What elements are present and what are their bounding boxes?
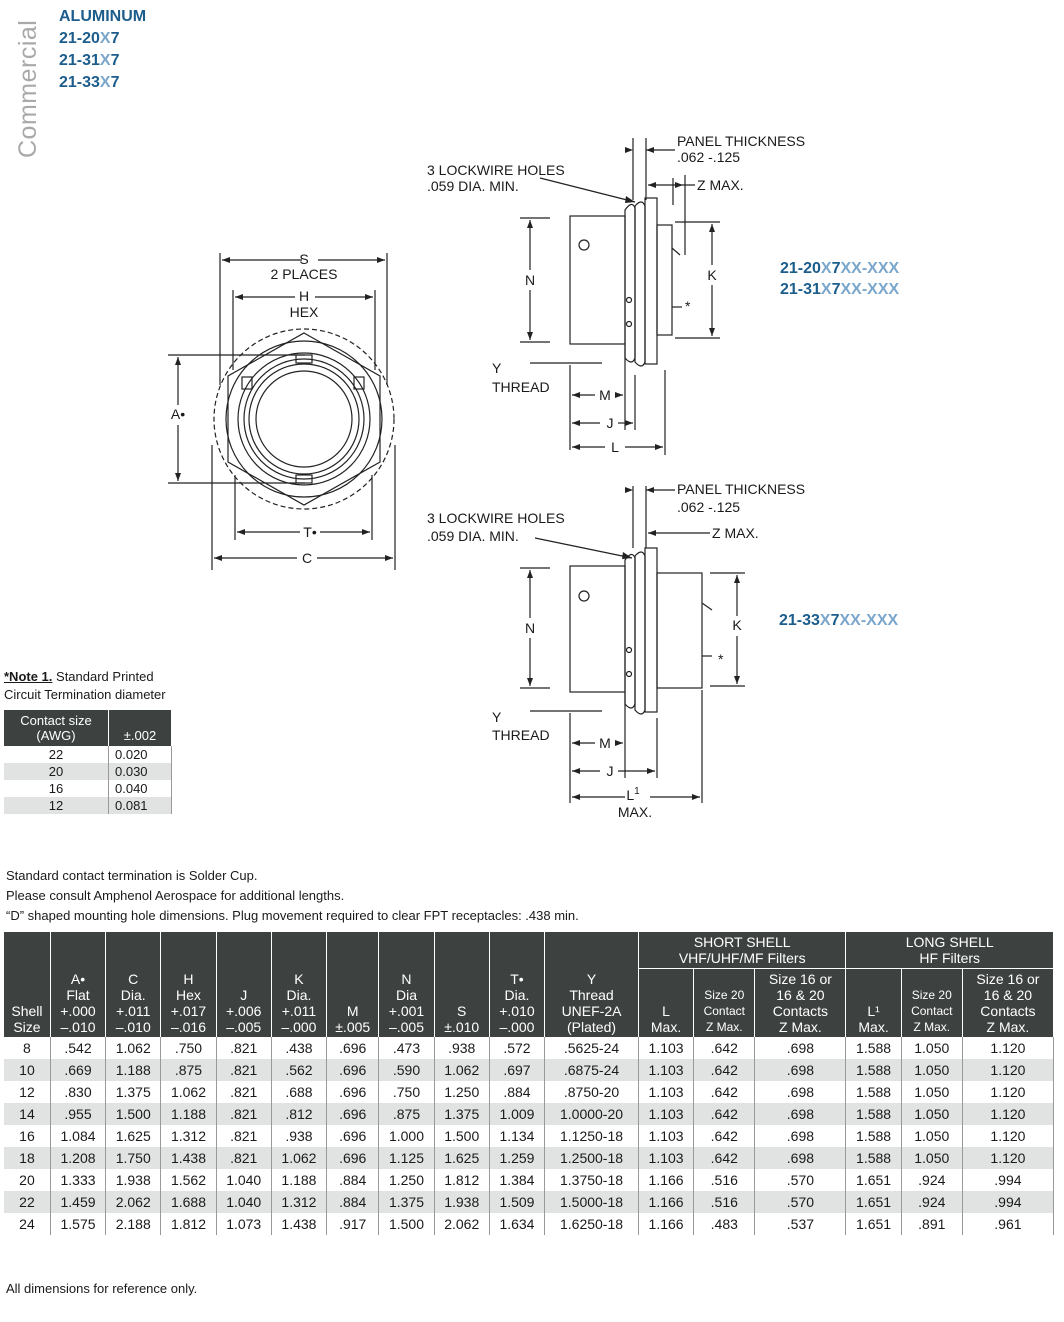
table-cell: .642 [694, 1103, 755, 1125]
column-header: Size 20 Contact Z Max. [901, 969, 962, 1038]
table-row [4, 1125, 1054, 1147]
table-cell: 1.588 [846, 1103, 901, 1125]
table-cell: .698 [755, 1081, 846, 1103]
table-cell: 1.500 [434, 1125, 489, 1147]
column-header: Size 16 or 16 & 20 Contacts Z Max. [962, 969, 1053, 1038]
table-cell: 1.120 [962, 1125, 1053, 1147]
label-l: L [611, 439, 619, 455]
table-cell: 16 [4, 1125, 50, 1147]
table-cell: 20 [4, 1169, 50, 1191]
lockwire-label: 3 LOCKWIRE HOLES [427, 162, 565, 178]
label-k: K [707, 267, 717, 283]
table-cell: 1.509 [489, 1191, 544, 1213]
table-cell: 10 [4, 1059, 50, 1081]
table-cell: 1.073 [216, 1213, 271, 1235]
column-header: N Dia +.001 –.005 [379, 932, 434, 1037]
table-cell: 1.634 [489, 1213, 544, 1235]
note-text: Please consult Amphenol Aerospace for additional lengths. [6, 888, 345, 903]
table-cell: 18 [4, 1147, 50, 1169]
table-cell: 1.5000-18 [545, 1191, 639, 1213]
table-cell: 1.651 [846, 1191, 901, 1213]
table-cell: 1.0000-20 [545, 1103, 639, 1125]
table-cell: .590 [379, 1059, 434, 1081]
table-row: 22 0.020 [4, 746, 172, 763]
table-cell: 1.120 [962, 1103, 1053, 1125]
table-cell: 1.375 [434, 1103, 489, 1125]
table-cell: .642 [694, 1081, 755, 1103]
table-cell: 1.588 [846, 1125, 901, 1147]
star-label: * [685, 298, 691, 314]
label-c: C [301, 550, 313, 566]
table-cell: .891 [901, 1213, 962, 1235]
table-cell: .812 [271, 1103, 326, 1125]
table-cell: .821 [216, 1103, 271, 1125]
table-cell: .884 [489, 1081, 544, 1103]
table-cell: .5625-24 [545, 1037, 639, 1059]
part-number: 21-33X7XX-XXX [779, 612, 899, 629]
table-cell: .642 [694, 1125, 755, 1147]
table-cell: 1.062 [434, 1059, 489, 1081]
table-cell: 1.000 [379, 1125, 434, 1147]
table-cell: .642 [694, 1059, 755, 1081]
front-view-drawing [160, 245, 410, 580]
table-cell: .696 [327, 1125, 379, 1147]
label-t: T• [303, 524, 317, 540]
table-cell: 1.208 [50, 1147, 105, 1169]
table-cell: .917 [327, 1213, 379, 1235]
table-cell: 1.588 [846, 1059, 901, 1081]
table-cell: 1.050 [901, 1037, 962, 1059]
table-cell: 1.6250-18 [545, 1213, 639, 1235]
table-cell: 1.120 [962, 1147, 1053, 1169]
table-cell: .516 [694, 1191, 755, 1213]
table-cell: 12 [4, 1081, 50, 1103]
table-cell: 1.250 [379, 1169, 434, 1191]
table-cell: 14 [4, 1103, 50, 1125]
table-cell: 1.103 [638, 1125, 693, 1147]
table-cell: .688 [271, 1081, 326, 1103]
label-y: Y [492, 360, 502, 376]
table-cell: 1.103 [638, 1081, 693, 1103]
table-cell: .924 [901, 1191, 962, 1213]
table-row: 16 0.040 [4, 780, 172, 797]
table-cell: 1.938 [106, 1169, 161, 1191]
label-a: A• [170, 406, 186, 422]
table-cell: 1.500 [379, 1213, 434, 1235]
note-title: *Note 1. [4, 669, 53, 684]
column-header: Shell Size [4, 932, 50, 1037]
table-cell: 1.103 [638, 1037, 693, 1059]
table-cell: 1.588 [846, 1037, 901, 1059]
column-header: C Dia. +.011 –.010 [106, 932, 161, 1037]
column-header: Size 20 Contact Z Max. [694, 969, 755, 1038]
label-h: H [298, 288, 310, 304]
table-cell: 1.438 [271, 1213, 326, 1235]
table-row [4, 1169, 1054, 1191]
table-cell: .884 [327, 1169, 379, 1191]
table-cell: 2.062 [106, 1191, 161, 1213]
table-cell: .938 [271, 1125, 326, 1147]
label-n: N [524, 620, 536, 636]
note-line2: Circuit Termination diameter [4, 687, 166, 702]
table-cell: .473 [379, 1037, 434, 1059]
part-number: 21-31X7XX-XXX [780, 281, 900, 298]
z-max-label: Z MAX. [712, 525, 759, 541]
table-cell: 1.125 [379, 1147, 434, 1169]
table-cell: 1.333 [50, 1169, 105, 1191]
lockwire-label: 3 LOCKWIRE HOLES [427, 510, 565, 526]
column-header: S ±.010 [434, 932, 489, 1037]
table-cell: .438 [271, 1037, 326, 1059]
table-cell: .821 [216, 1147, 271, 1169]
table-cell: 1.259 [489, 1147, 544, 1169]
table-cell: 1.812 [161, 1213, 216, 1235]
z-max-label: Z MAX. [697, 177, 744, 193]
table-cell: .562 [271, 1059, 326, 1081]
table-cell: .6875-24 [545, 1059, 639, 1081]
part-number-group-short [780, 258, 899, 300]
table-cell: 1.651 [846, 1169, 901, 1191]
table-cell: 24 [4, 1213, 50, 1235]
column-header: Size 16 or 16 & 20 Contacts Z Max. [755, 969, 846, 1038]
table-cell: .938 [434, 1037, 489, 1059]
table-row: 12 0.081 [4, 797, 172, 814]
table-cell: .955 [50, 1103, 105, 1125]
panel-thickness-label: PANEL THICKNESS [677, 133, 806, 149]
note-text: “D” shaped mounting hole dimensions. Plug movement required to clear FPT receptacles: .438 min. [6, 908, 579, 923]
contact-size-table [4, 710, 172, 814]
table-cell: 1.384 [489, 1169, 544, 1191]
table-cell: .8750-20 [545, 1081, 639, 1103]
table-cell: 1.562 [161, 1169, 216, 1191]
label-2-places: 2 PLACES [270, 266, 338, 282]
table-cell: 1.120 [962, 1037, 1053, 1059]
table-cell: .994 [962, 1169, 1053, 1191]
table-cell: 1.103 [638, 1059, 693, 1081]
table-cell: .642 [694, 1147, 755, 1169]
table-cell: 1.084 [50, 1125, 105, 1147]
column-header: H Hex +.017 –.016 [161, 932, 216, 1037]
table-cell: .696 [327, 1081, 379, 1103]
table-cell: .542 [50, 1037, 105, 1059]
table-cell: 1.050 [901, 1081, 962, 1103]
part-number: 21-20X7XX-XXX [780, 260, 900, 277]
table-cell: 1.588 [846, 1147, 901, 1169]
table-cell: .821 [216, 1125, 271, 1147]
table-cell: 1.459 [50, 1191, 105, 1213]
table-cell: .750 [379, 1081, 434, 1103]
label-l1: $L^1$ [626, 786, 640, 803]
table-row [4, 1147, 1054, 1169]
column-header: Y Thread UNEF-2A (Plated) [545, 932, 639, 1037]
column-header: J +.006 –.005 [216, 932, 271, 1037]
table-cell: 1.062 [271, 1147, 326, 1169]
table-cell: .698 [755, 1059, 846, 1081]
table-cell: .821 [216, 1059, 271, 1081]
panel-thickness-range: .062 -.125 [677, 499, 741, 515]
table-row [4, 1037, 1054, 1059]
table-cell: 1.588 [846, 1081, 901, 1103]
column-header: L¹ Max. [846, 969, 901, 1038]
star-label: * [718, 651, 724, 667]
label-n: N [524, 272, 536, 288]
table-cell: 1.3750-18 [545, 1169, 639, 1191]
label-m: M [599, 735, 611, 751]
table-row [4, 1213, 1054, 1235]
table-cell: .821 [216, 1081, 271, 1103]
table-cell: 1.812 [434, 1169, 489, 1191]
table-cell: 1.688 [161, 1191, 216, 1213]
table-cell: 1.2500-18 [545, 1147, 639, 1169]
column-header: T• Dia. +.010 –.000 [489, 932, 544, 1037]
table-cell: 2.188 [106, 1213, 161, 1235]
side-view-long-shell [420, 478, 840, 828]
table-cell: 1.103 [638, 1147, 693, 1169]
table-cell: 1.651 [846, 1213, 901, 1235]
label-k: K [732, 617, 742, 633]
table-cell: .994 [962, 1191, 1053, 1213]
table-cell: 22 [4, 1191, 50, 1213]
table-cell: .483 [694, 1213, 755, 1235]
table-cell: 1.375 [106, 1081, 161, 1103]
label-thread: THREAD [492, 379, 550, 395]
table-cell: .696 [327, 1059, 379, 1081]
table-cell: 1.103 [638, 1103, 693, 1125]
table-cell: .572 [489, 1037, 544, 1059]
table-cell: .570 [755, 1169, 846, 1191]
table-row [4, 1103, 1054, 1125]
table-cell: .516 [694, 1169, 755, 1191]
series-line: 21-31X7 [59, 52, 120, 69]
table-cell: .696 [327, 1037, 379, 1059]
table-cell: 1.625 [434, 1147, 489, 1169]
table-cell: 1.312 [271, 1191, 326, 1213]
table-cell: 1.050 [901, 1103, 962, 1125]
dimensions-table [4, 932, 1054, 1235]
table-cell: 1.040 [216, 1169, 271, 1191]
note-text: Standard contact termination is Solder Cup. [6, 868, 258, 883]
table-cell: .821 [216, 1037, 271, 1059]
label-j: J [606, 415, 614, 431]
panel-thickness-label: PANEL THICKNESS [677, 481, 806, 497]
table-cell: 1.050 [901, 1147, 962, 1169]
table-cell: 1.188 [106, 1059, 161, 1081]
table-cell: 1.438 [161, 1147, 216, 1169]
table-cell: 1.134 [489, 1125, 544, 1147]
table-cell: .698 [755, 1125, 846, 1147]
table-cell: 1.050 [901, 1125, 962, 1147]
table-cell: 1.166 [638, 1191, 693, 1213]
label-y: Y [492, 709, 502, 725]
table-cell: 1.166 [638, 1169, 693, 1191]
table-cell: 1.188 [271, 1169, 326, 1191]
table-cell: .961 [962, 1213, 1053, 1235]
table-cell: 1.040 [216, 1191, 271, 1213]
table-cell: 1.188 [161, 1103, 216, 1125]
table-cell: .698 [755, 1037, 846, 1059]
table-cell: .696 [327, 1147, 379, 1169]
table-cell: 1.250 [434, 1081, 489, 1103]
label-s: S [299, 251, 309, 267]
table-cell: .875 [379, 1103, 434, 1125]
lockwire-dia-label: .059 DIA. MIN. [427, 178, 519, 194]
label-m: M [599, 387, 611, 403]
table-cell: .884 [327, 1191, 379, 1213]
col-header: Contact size (AWG) [4, 710, 109, 746]
column-header: A• Flat +.000 –.010 [50, 932, 105, 1037]
table-cell: .697 [489, 1059, 544, 1081]
table-cell: .537 [755, 1213, 846, 1235]
sidebar-category-label: Commercial [14, 19, 42, 158]
label-j: J [606, 763, 614, 779]
table-cell: .642 [694, 1037, 755, 1059]
column-header: M ±.005 [327, 932, 379, 1037]
table-cell: 1.120 [962, 1059, 1053, 1081]
column-header: K Dia. +.011 –.000 [271, 932, 326, 1037]
table-cell: .924 [901, 1169, 962, 1191]
table-cell: 1.625 [106, 1125, 161, 1147]
series-line: 21-20X7 [59, 30, 120, 47]
table-cell: .875 [161, 1059, 216, 1081]
label-max: MAX. [617, 804, 653, 820]
table-row [4, 1191, 1054, 1213]
standard-notes [6, 866, 579, 926]
table-cell: 1.500 [106, 1103, 161, 1125]
column-header: L Max. [638, 969, 693, 1038]
material-title: ALUMINUM [59, 8, 147, 25]
table-cell: 1.050 [901, 1059, 962, 1081]
table-cell: 1.120 [962, 1081, 1053, 1103]
table-cell: .570 [755, 1191, 846, 1213]
short-shell-group-header: SHORT SHELL VHF/UHF/MF Filters [638, 932, 846, 969]
label-hex: HEX [289, 304, 319, 320]
table-cell: 1.938 [434, 1191, 489, 1213]
note-line1: Standard Printed [52, 669, 154, 684]
panel-thickness-range: .062 -.125 [677, 149, 741, 165]
table-row: 20 0.030 [4, 763, 172, 780]
part-number-group-long [779, 610, 898, 631]
table-cell: 2.062 [434, 1213, 489, 1235]
table-cell: 1.009 [489, 1103, 544, 1125]
title-block [59, 6, 146, 94]
table-row [4, 1081, 1054, 1103]
table-cell: 8 [4, 1037, 50, 1059]
lockwire-dia-label: .059 DIA. MIN. [427, 528, 519, 544]
note-1 [4, 668, 166, 704]
side-view-short-shell [420, 130, 840, 460]
long-shell-group-header: LONG SHELL HF Filters [846, 932, 1054, 969]
col-header: ±.002 [109, 710, 172, 746]
table-cell: 1.062 [161, 1081, 216, 1103]
table-cell: 1.375 [379, 1191, 434, 1213]
table-cell: .830 [50, 1081, 105, 1103]
table-cell: .669 [50, 1059, 105, 1081]
table-cell: .750 [161, 1037, 216, 1059]
table-row [4, 1059, 1054, 1081]
table-cell: .698 [755, 1147, 846, 1169]
table-cell: 1.750 [106, 1147, 161, 1169]
footer-note: All dimensions for reference only. [6, 1281, 198, 1296]
table-cell: .696 [327, 1103, 379, 1125]
table-cell: 1.575 [50, 1213, 105, 1235]
table-cell: 1.1250-18 [545, 1125, 639, 1147]
table-cell: .698 [755, 1103, 846, 1125]
table-cell: 1.062 [106, 1037, 161, 1059]
table-cell: 1.166 [638, 1213, 693, 1235]
label-thread: THREAD [492, 727, 550, 743]
series-line: 21-33X7 [59, 74, 120, 91]
table-cell: 1.312 [161, 1125, 216, 1147]
